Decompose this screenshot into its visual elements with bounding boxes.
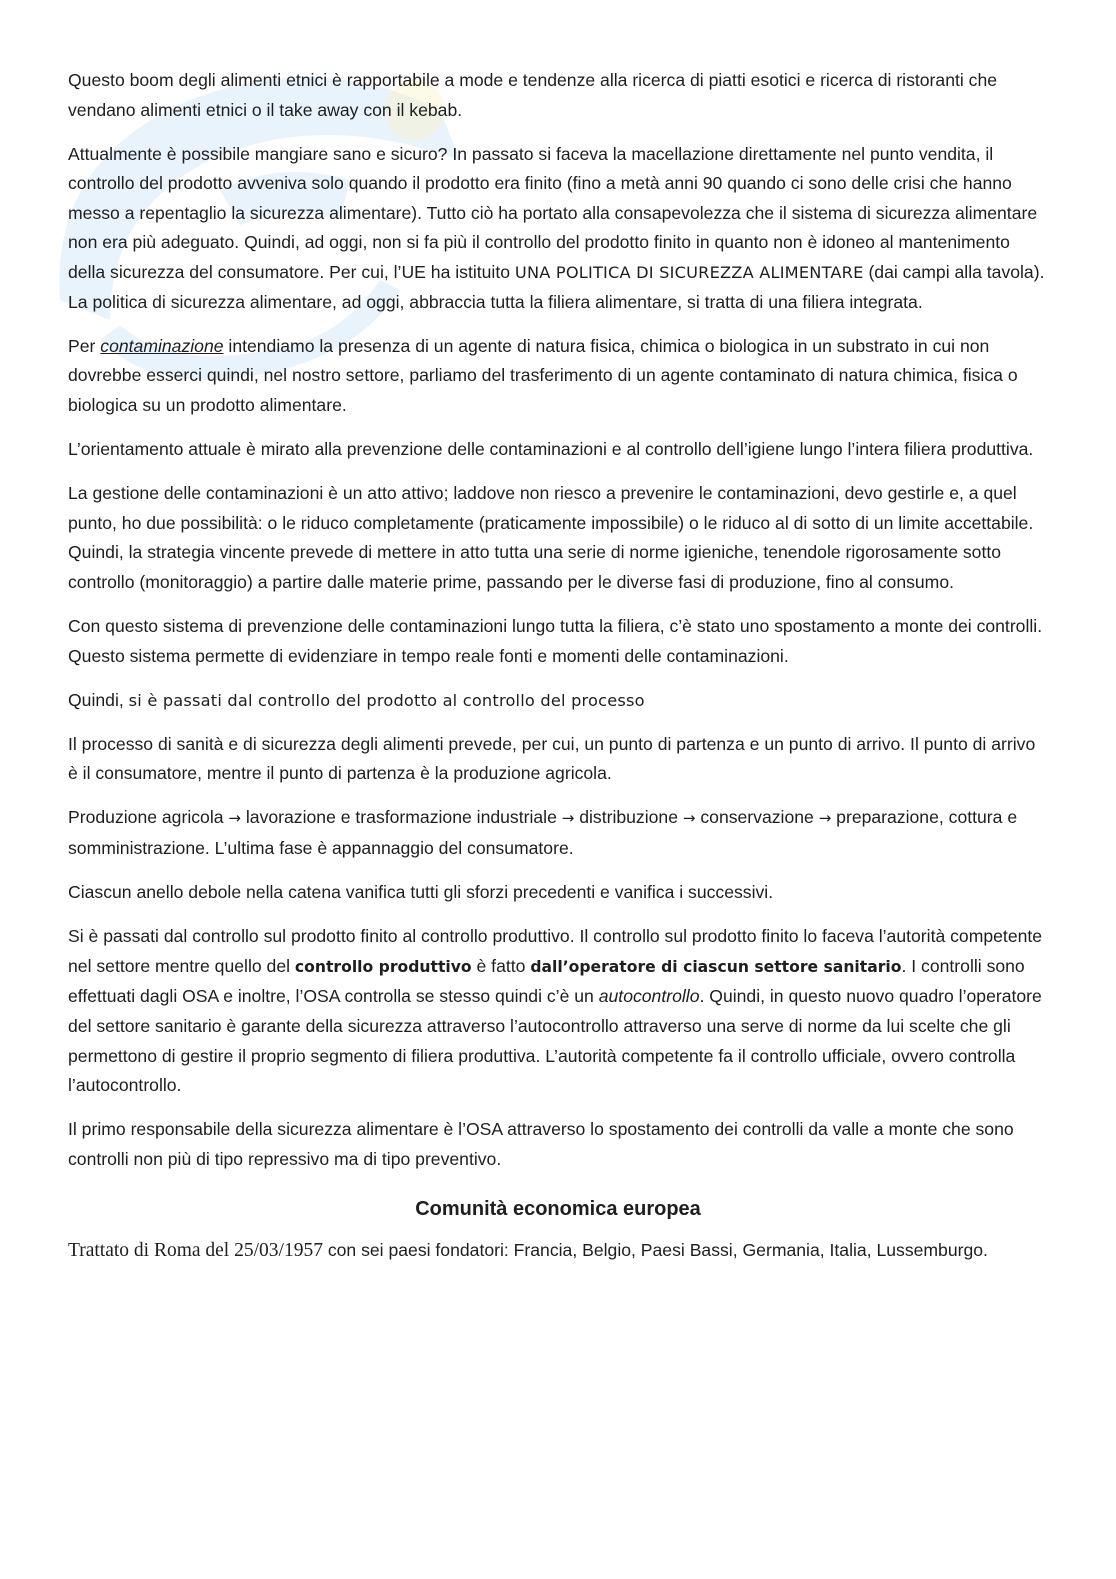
arrow-icon: → — [561, 809, 575, 828]
paragraph-chain: Produzione agricola → lavorazione e trasformazione industriale → distribuzione → conservazione → preparazione, cottura e somministrazione. L’ultima fase è appannaggio del consumatore. — [68, 807, 1018, 859]
paragraph: Per contaminazione intendiamo la presenza di un agente di natura fisica, chimica o biologica in un substrato in cui non dovrebbe esserci quindi, nel nostro settore, parliamo del trasferimento di un agente contaminato di natura chimica, fisica o biologica su un prodotto alimentare. — [68, 335, 1018, 415]
arrow-icon: → — [818, 809, 832, 828]
paragraph: Ciascun anello debole nella catena vanifica tutti gli sforzi precedenti e vanifica i successivi. — [68, 882, 774, 903]
term-contaminazione: contaminazione — [100, 335, 224, 356]
policy-highlight: UNA POLITICA DI SICUREZZA ALIMENTARE — [514, 263, 864, 283]
paragraph: La gestione delle contaminazioni è un atto attivo; laddove non riesco a prevenire le contaminazioni, devo gestirle e, a quel punto, ho due possibilità: o le riduco completamente (praticamente impossibile) o le riduco al di sotto di un limite accettabile. Quindi, la strategia vincente prevede di mettere in atto tutta una serie di norme igieniche, tenendole rigorosamente sotto controllo (monitoraggio) a partire dalle materie prime, passando per le diverse fasi di produzione, fino al consumo. — [68, 483, 1034, 592]
key-statement: si è passati dal controllo del prodotto al controllo del processo — [128, 690, 645, 710]
paragraph: Quindi, si è passati dal controllo del prodotto al controllo del processo — [68, 689, 645, 710]
bold-term: dall’operatore di ciascun settore sanitario — [530, 957, 902, 976]
paragraph: Questo boom degli alimenti etnici è rapportabile a mode e tendenze alla ricerca di piatti esotici e ricerca di ristoranti che vendano alimenti etnici o il take away con il kebab. — [68, 70, 998, 120]
treaty-reference: Trattato di Roma del 25/03/1957 — [68, 1240, 323, 1262]
paragraph: L’orientamento attuale è mirato alla prevenzione delle contaminazioni e al controllo dell’igiene lungo l’intera filiera produttiva. — [68, 439, 1034, 460]
arrow-icon: → — [682, 809, 696, 828]
paragraph: Attualmente è possibile mangiare sano e sicuro? In passato si faceva la macellazione direttamente nel punto vendita, il controllo del prodotto avveniva solo quando il prodotto era finito (fino a metà anni 90 quando ci sono delle crisi che hanno messo a repentaglio la sicurezza alimentare). Tutto ciò ha portato alla consapevolezza che il sistema di sicurezza alimentare non era più adeguato. Quindi, ad oggi, non si fa più il controllo del prodotto finito in quanto non è idoneo al mantenimento della sicurezza del consumatore. Per cui, l’UE ha istituito UNA POLITICA DI SICUREZZA ALIMENTARE (dai campi alla tavola). La politica di sicurezza alimentare, ad oggi, abbraccia tutta la filiera alimentare, si tratta di una filiera integrata. — [68, 143, 1045, 312]
paragraph: Si è passati dal controllo sul prodotto finito al controllo produttivo. Il controllo sul prodotto finito lo faceva l’autorità competente nel settore mentre quello del controllo produttivo è fatto dall’operatore di ciascun settore sanitario. I controlli sono effettuati dagli OSA e inoltre, l’OSA controlla se stesso quindi c’è un autocontrollo. Quindi, in questo nuovo quadro l’operatore del settore sanitario è garante della sicurezza attraverso l’autocontrollo attraverso una serve di norme da lui scelte che gli permettono di gestire il proprio segmento di filiera produttiva. L’autorità competente fa il controllo ufficiale, ovvero controlla l’autocontrollo. — [68, 926, 1043, 1096]
arrow-icon: → — [228, 809, 241, 828]
document-page — [68, 66, 1048, 1280]
section-heading: Comunità economica europea — [415, 1197, 701, 1220]
paragraph: Il primo responsabile della sicurezza alimentare è l’OSA attraverso lo spostamento dei controlli da valle a monte che sono controlli non più di tipo repressivo ma di tipo preventivo. — [68, 1119, 1014, 1169]
paragraph: Con questo sistema di prevenzione delle contaminazioni lungo tutta la filiera, c’è stato uno spostamento a monte dei controlli. Questo sistema permette di evidenziare in tempo reale fonti e momenti delle contaminazioni. — [68, 616, 1043, 666]
paragraph: Il processo di sanità e di sicurezza degli alimenti prevede, per cui, un punto di partenza e un punto di arrivo. Il punto di arrivo è il consumatore, mentre il punto di partenza è la produzione agricola. — [68, 733, 1036, 784]
paragraph: Trattato di Roma del 25/03/1957 con sei paesi fondatori: Francia, Belgio, Paesi Bassi, Germania, Italia, Lussemburgo. — [68, 1240, 988, 1262]
italic-term: autocontrollo — [598, 986, 700, 1007]
bold-term: controllo produttivo — [294, 957, 472, 976]
